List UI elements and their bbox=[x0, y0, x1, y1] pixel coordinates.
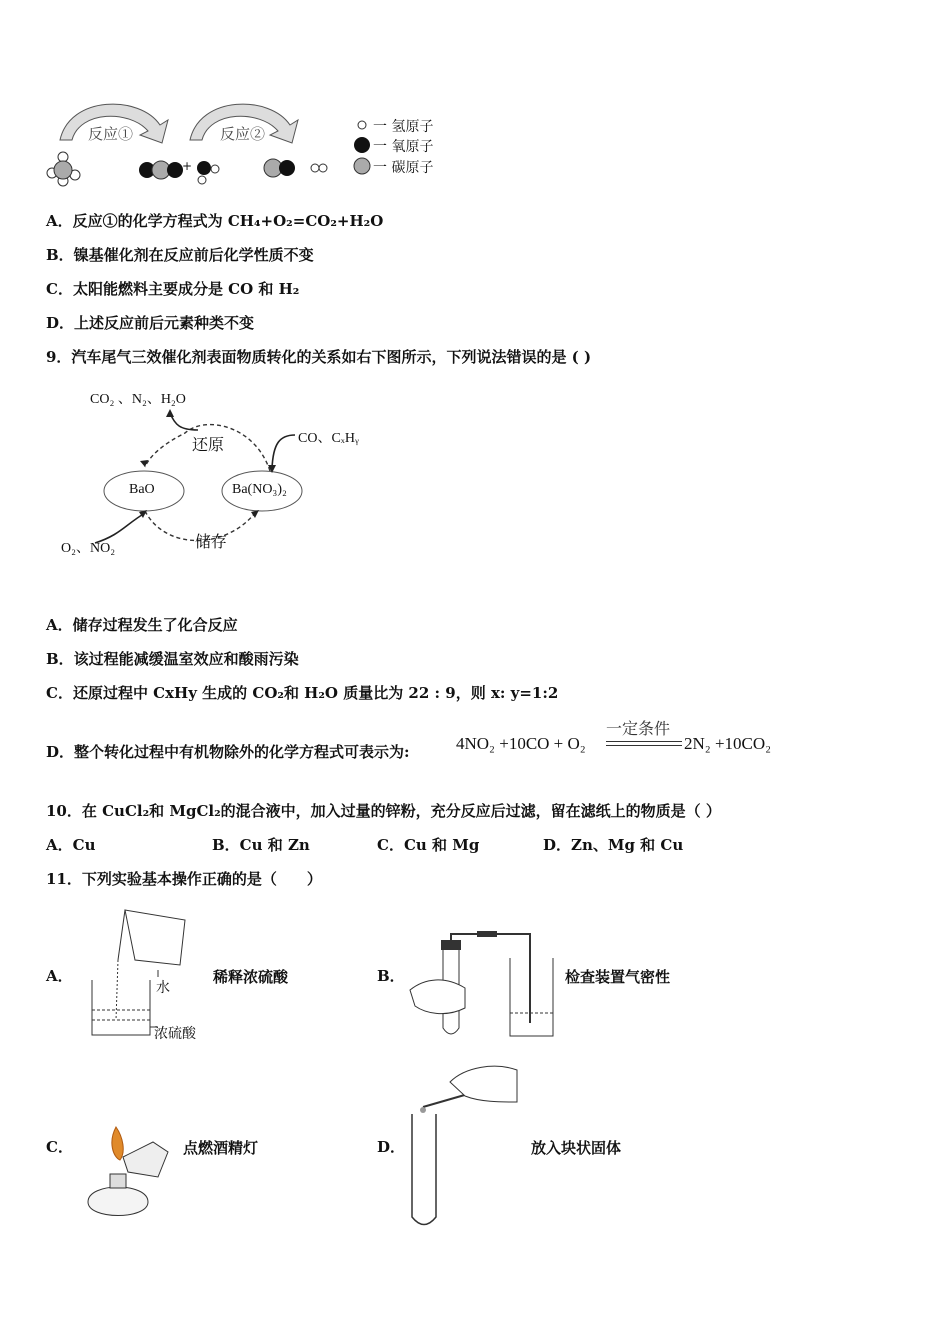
q10-stem: 10．在 CuCl₂和 MgCl₂的混合液中，加入过量的锌粉，充分反应后过滤，留在滤纸上的物质是（ ） bbox=[46, 802, 721, 820]
q8-option-d: D．上述反应前后元素种类不变 bbox=[46, 314, 255, 332]
reduction-label: 还原 bbox=[192, 437, 225, 454]
q9-option-d: D．整个转化过程中有机物除外的化学方程式可表示为: bbox=[46, 743, 410, 761]
q11-option-d-letter: D． bbox=[377, 1138, 406, 1156]
legend-carbon: 一 碳原子 bbox=[373, 160, 434, 176]
q11-option-a-label: 稀释浓硫酸 bbox=[213, 968, 289, 986]
q8-option-a: A．反应①的化学方程式为 CH₄+O₂=CO₂+H₂O bbox=[46, 212, 384, 230]
solid-into-tube-illustration bbox=[405, 1062, 525, 1230]
reactants-label: O₂、NO₂ bbox=[61, 541, 116, 556]
q11-stem: 11．下列实验基本操作正确的是（ ） bbox=[46, 870, 322, 888]
q10-option-a: A．Cu bbox=[46, 836, 96, 854]
equation-left: 4NO₂ +10CO + O₂ bbox=[456, 734, 586, 753]
legend-oxygen: 一 氧原子 bbox=[373, 139, 434, 155]
q11-option-b-letter: B． bbox=[377, 967, 405, 985]
q9-option-b: B．该过程能减缓温室效应和酸雨污染 bbox=[46, 650, 299, 668]
reductants-label: CO、CₓHᵧ bbox=[298, 431, 359, 446]
ba-nitrate-label: Ba(NO₃)₂ bbox=[232, 482, 287, 497]
q9-option-c: C．还原过程中 CxHy 生成的 CO₂和 H₂O 质量比为 22 : 9，则 x: y=1:2 bbox=[46, 684, 559, 702]
products-label: CO₂ 、N₂、H₂O bbox=[90, 392, 186, 407]
q8-option-c: C．太阳能燃料主要成分是 CO 和 H₂ bbox=[46, 280, 300, 298]
q11-option-a-letter: A． bbox=[46, 967, 73, 985]
q9-stem: 9．汽车尾气三效催化剂表面物质转化的关系如右下图所示，下列说法错误的是 ( ) bbox=[46, 348, 592, 366]
q10-option-b: B．Cu 和 Zn bbox=[212, 836, 310, 854]
acid-label: 浓硫酸 bbox=[154, 1027, 196, 1042]
q9-option-a: A．储存过程发生了化合反应 bbox=[46, 616, 238, 634]
plus-sign: + bbox=[182, 159, 193, 173]
reaction-1-label: 反应① bbox=[88, 125, 134, 143]
alcohol-lamp-illustration bbox=[78, 1122, 178, 1227]
q10-option-c: C．Cu 和 Mg bbox=[377, 836, 480, 854]
legend-hydrogen: 一 氢原子 bbox=[373, 119, 434, 135]
water-label: 水 bbox=[156, 981, 170, 996]
bao-label: BaO bbox=[129, 482, 155, 497]
airtightness-check-illustration bbox=[405, 928, 560, 1040]
equation-condition: 一定条件 bbox=[606, 721, 671, 738]
equation-double-line bbox=[606, 741, 682, 746]
catalyst-cycle-diagram bbox=[55, 385, 395, 560]
q10-option-d: D．Zn、Mg 和 Cu bbox=[543, 836, 684, 854]
q11-option-d-label: 放入块状固体 bbox=[531, 1139, 622, 1157]
dilution-illustration bbox=[80, 905, 210, 1045]
equation-right: 2N₂ +10CO₂ bbox=[684, 734, 772, 753]
reaction-diagram bbox=[40, 95, 460, 195]
reaction-2-label: 反应② bbox=[220, 125, 266, 143]
q11-option-c-label: 点燃酒精灯 bbox=[183, 1139, 259, 1157]
q11-option-c-letter: C． bbox=[46, 1138, 73, 1156]
storage-label: 储存 bbox=[195, 534, 228, 551]
q11-option-b-label: 检查装置气密性 bbox=[565, 968, 671, 986]
q8-option-b: B．镍基催化剂在反应前后化学性质不变 bbox=[46, 246, 314, 264]
